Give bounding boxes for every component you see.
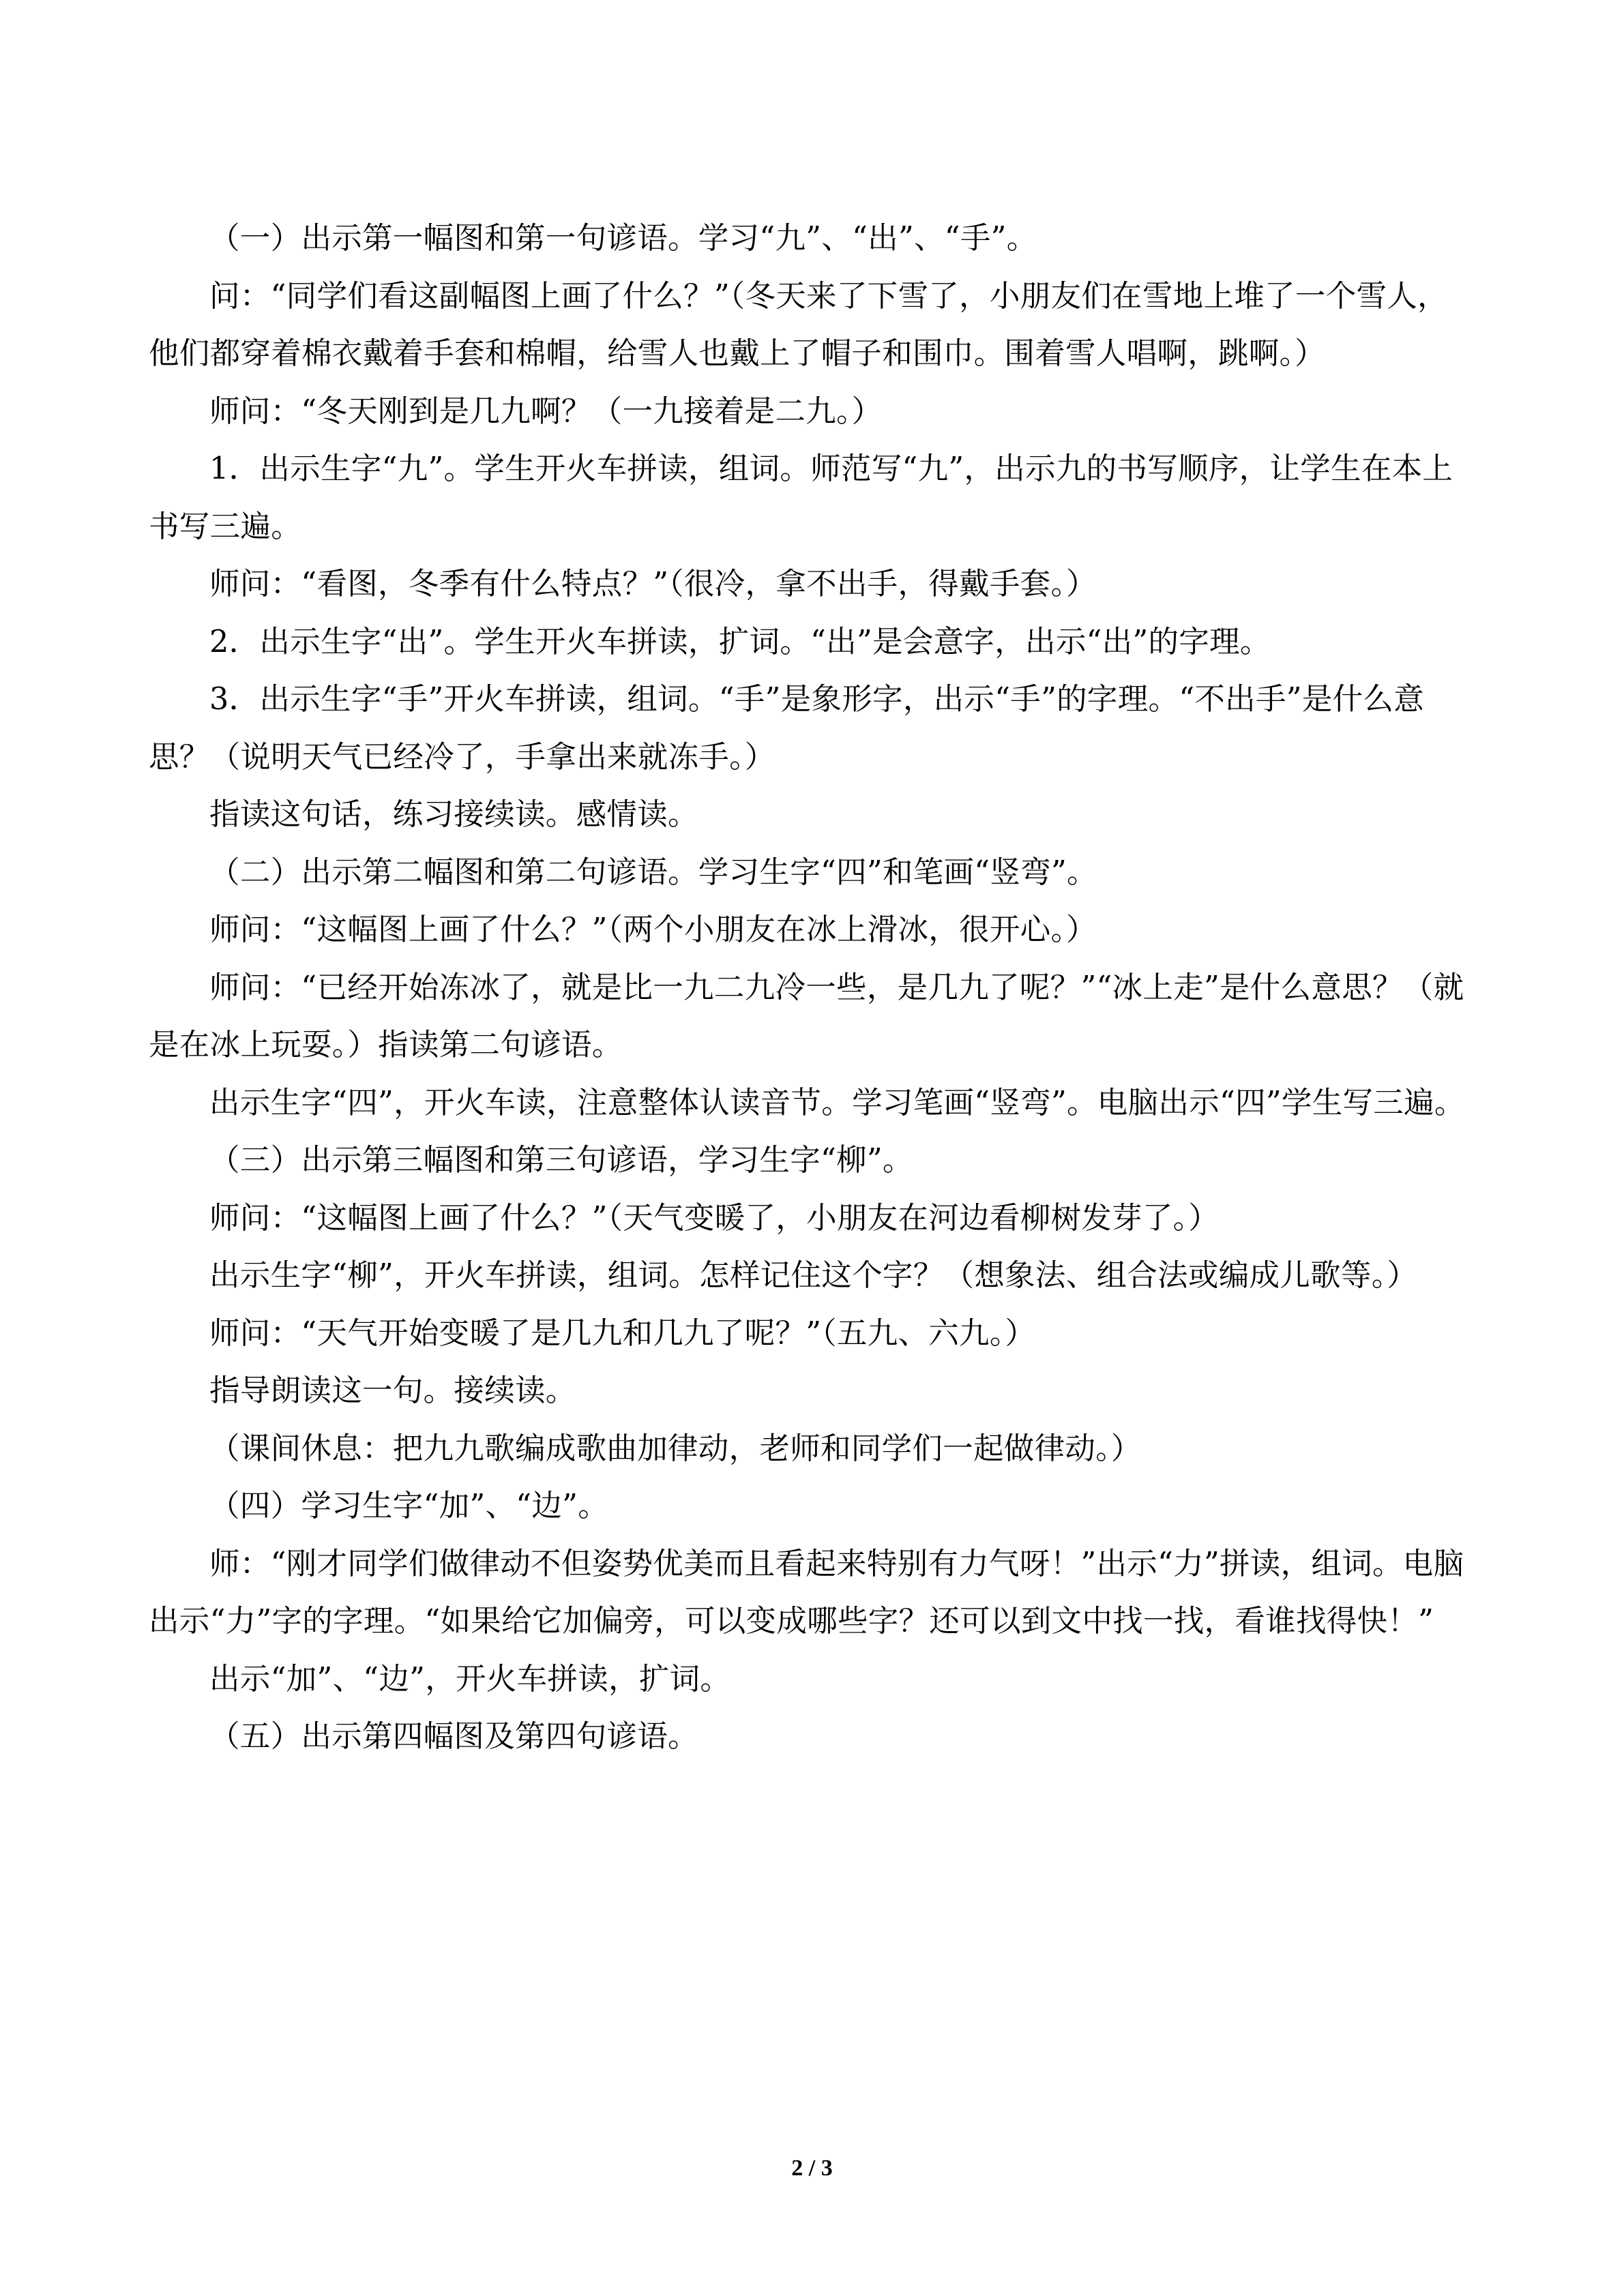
paragraph: 师问：“已经开始冻冰了，就是比一九二九冷一些，是几九了呢？”“冰上走”是什么意思？（就是在冰上玩耍。）指读第二句谚语。 xyxy=(149,970,1464,1062)
paragraph: 指导朗读这一句。接续读。 xyxy=(209,1373,576,1408)
page-number: 2 / 3 xyxy=(791,2156,833,2181)
paragraph-section-two-heading: （二）出示第二幅图和第二句谚语。学习生字“四”和笔画“竖弯”。 xyxy=(209,854,1097,890)
paragraph: 师问：“这幅图上画了什么？”（两个小朋友在冰上滑冰，很开心。） xyxy=(209,912,1097,947)
paragraph-section-five-heading: （五）出示第四幅图及第四句谚语。 xyxy=(209,1719,698,1754)
paragraph: 师问：“看图，冬季有什么特点？”（很冷，拿不出手，得戴手套。） xyxy=(209,567,1097,601)
paragraph: 问：“同学们看这副幅图上画了什么？”（冬天来了下雪了，小朋友们在雪地上堆了一个雪人，他们都穿着棉衣戴着手套和棉帽，给雪人也戴上了帽子和围巾。围着雪人唱啊，跳啊。） xyxy=(149,278,1448,371)
paragraph: 出示生字“四”，开火车读，注意整体认读音节。学习笔画“竖弯”。电脑出示“四”学生写三遍。 xyxy=(209,1085,1465,1120)
paragraph: 指读这句话，练习接续读。感情读。 xyxy=(209,797,698,832)
lesson-body xyxy=(149,210,1475,1766)
paragraph: 出示生字“柳”，开火车拼读，组词。怎样记住这个字？（想象法、组合法或编成儿歌等。） xyxy=(209,1258,1418,1293)
paragraph-section-three-heading: （三）出示第三幅图和第三句谚语，学习生字“柳”。 xyxy=(209,1143,913,1178)
paragraph: 3．出示生字“手”开火车拼读，组词。“手”是象形字，出示“手”的字理。“不出手”是什么意思？（说明天气已经冷了，手拿出来就冻手。） xyxy=(149,682,1425,775)
paragraph: 出示“加”、“边”，开火车拼读，扩词。 xyxy=(209,1661,731,1697)
paragraph: 师问：“这幅图上画了什么？”（天气变暖了，小朋友在河边看柳树发芽了。） xyxy=(209,1200,1220,1236)
paragraph-break-note: （课间休息：把九九歌编成歌曲加律动，老师和同学们一起做律动。） xyxy=(209,1431,1142,1466)
paragraph-section-one-heading: （一）出示第一幅图和第一句谚语。学习“九”、“出”、“手”。 xyxy=(209,221,1037,256)
paragraph: 2．出示生字“出”。学生开火车拼读，扩词。“出”是会意字，出示“出”的字理。 xyxy=(209,624,1271,659)
paragraph: 师问：“冬天刚到是几九啊？（一九接着是二九。） xyxy=(209,393,883,429)
paragraph: 师问：“天气开始变暖了是几九和几九了呢？”（五九、六九。） xyxy=(209,1315,1036,1351)
paragraph: 1．出示生字“九”。学生开火车拼读，组词。师范写“九”，出示九的书写顺序，让学生在本上书写三遍。 xyxy=(149,451,1453,544)
paragraph-section-four-heading: （四）学习生字“加”、“边”。 xyxy=(209,1489,609,1523)
paragraph: 师：“刚才同学们做律动不但姿势优美而且看起来特别有力气呀！”出示“力”拼读，组词。电脑出示“力”字的字理。“如果给它加偏旁，可以变成哪些字？还可以到文中找一找，看谁找得快！” xyxy=(149,1546,1464,1639)
